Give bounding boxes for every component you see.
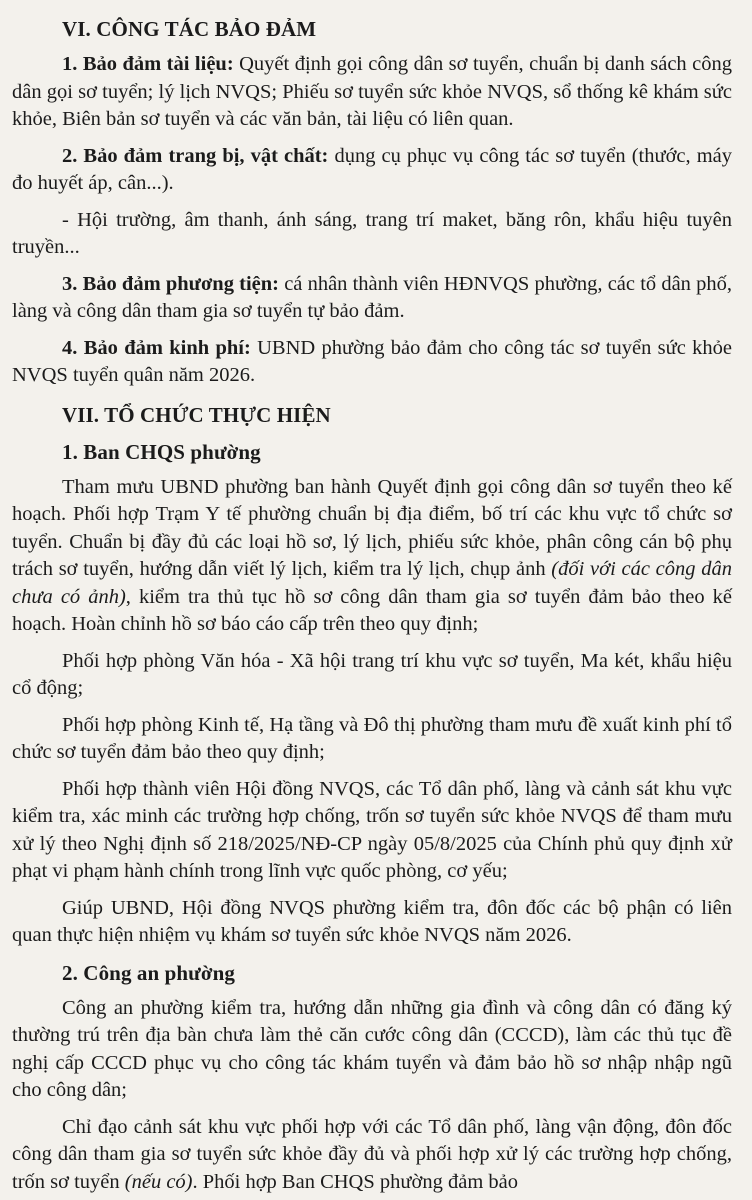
paragraph-hall xyxy=(12,207,732,262)
paragraph-chqs-1 xyxy=(12,474,732,639)
paragraph-documents xyxy=(12,51,732,134)
paragraph-chqs-2: Phối hợp phòng Văn hóa - Xã hội trang trí khu vực sơ tuyển, Ma két, khẩu hiệu cổ động; xyxy=(12,649,732,699)
section-6-heading: VI. CÔNG TÁC BẢO ĐẢM xyxy=(62,17,317,41)
paragraph-equipment xyxy=(12,143,732,198)
text-chqs-1a: Tham mưu UBND phường ban hành Quyết định gọi công dân sơ tuyển theo kế hoạch. Phối hợp Trạm Y tế phường chuẩn bị địa điểm, bố trí các khu vực tổ chức sơ tuyển. Chuẩn bị đầy đủ các loại hồ sơ, lý lịch, phiếu sức khỏe, phân công cán bộ phụ trách sơ tuyển, hướng dẫn viết lý lịch, kiểm tra lý lịch, chụp ảnh xyxy=(12,475,732,580)
text-chqs-1b: , kiểm tra thủ tục hồ sơ công dân tham gia sơ tuyển đảm bảo theo kế hoạch. Hoàn chỉnh hồ sơ báo cáo cấp trên theo quy định; xyxy=(12,585,732,635)
text-documents: Quyết định gọi công dân sơ tuyển, chuẩn bị danh sách công dân gọi sơ tuyển; lý lịch NVQS; Phiếu sơ tuyển sức khỏe NVQS, sổ thống kê khám sức khỏe, Biên bản sơ tuyển và các văn bản, tài liệu có liên quan. xyxy=(12,53,732,130)
text-vehicles: cá nhân thành viên HĐNVQS phường, các tổ dân phố, làng và công dân tham gia sơ tuyển tự bảo đảm. xyxy=(12,272,732,322)
text-hall: - Hội trường, âm thanh, ánh sáng, trang trí maket, băng rôn, khẩu hiệu tuyên truyền... xyxy=(12,208,732,258)
label-equipment: 2. Bảo đảm trang bị, vật chất: xyxy=(62,144,329,167)
text-police-2b: . Phối hợp Ban CHQS phường đảm bảo xyxy=(192,1170,518,1193)
paragraph-chqs-5: Giúp UBND, Hội đồng NVQS phường kiểm tra, đôn đốc các bộ phận có liên quan thực hiện nhiệm vụ khám sơ tuyển sức khỏe NVQS năm 2026. xyxy=(12,896,732,946)
paragraph-chqs-3: Phối hợp phòng Kinh tế, Hạ tầng và Đô thị phường tham mưu đề xuất kinh phí tổ chức sơ tuyển đảm bảo theo quy định; xyxy=(12,713,732,763)
label-vehicles: 3. Bảo đảm phương tiện: xyxy=(62,272,279,295)
paragraph-vehicles xyxy=(12,271,732,326)
paragraph-police-1: Công an phường kiểm tra, hướng dẫn những gia đình và công dân có đăng ký thường trú trên địa bàn chưa làm thẻ căn cước công dân (CCCD), làm các thủ tục đề nghị cấp CCCD phục vụ cho công tác khám tuyển và đảm bảo hồ sơ nhập nhập ngũ cho công dân; xyxy=(12,996,732,1101)
text-funding: UBND phường bảo đảm cho công tác sơ tuyển sức khỏe NVQS tuyển quân năm 2026. xyxy=(12,336,733,386)
paragraph-funding xyxy=(12,335,732,390)
text-police-2-italic: (nếu có) xyxy=(124,1170,193,1193)
subsection-1-heading: 1. Ban CHQS phường xyxy=(62,439,261,464)
text-police-2a: Chỉ đạo cảnh sát khu vực phối hợp với các Tổ dân phố, làng vận động, đôn đốc công dân tham gia sơ tuyển sức khỏe đầy đủ và phối hợp xử lý các trường hợp chống, trốn sơ tuyển xyxy=(12,1115,732,1193)
subsection-2-heading: 2. Công an phường xyxy=(62,960,235,985)
text-equipment: dụng cụ phục vụ công tác sơ tuyển (thước, máy đo huyết áp, cân...). xyxy=(12,144,732,194)
section-7-heading: VII. TỔ CHỨC THỰC HIỆN xyxy=(62,402,331,427)
paragraph-chqs-4: Phối hợp thành viên Hội đồng NVQS, các Tổ dân phố, làng và cảnh sát khu vực kiểm tra, xác minh các trường hợp chống, trốn sơ tuyển sức khỏe NVQS để tham mưu xử lý theo Nghị định số 218/2025/NĐ-CP ngày 05/8/2025 của Chính phủ quy định xử phạt vi phạm hành chính trong lĩnh vực quốc phòng, cơ yếu; xyxy=(12,777,732,882)
paragraph-police-2 xyxy=(12,1114,732,1197)
label-documents: 1. Bảo đảm tài liệu: xyxy=(62,53,234,75)
label-funding: 4. Bảo đảm kinh phí: xyxy=(62,336,251,359)
text-chqs-1-italic: (đối với các công dân chưa có ảnh) xyxy=(12,558,732,608)
